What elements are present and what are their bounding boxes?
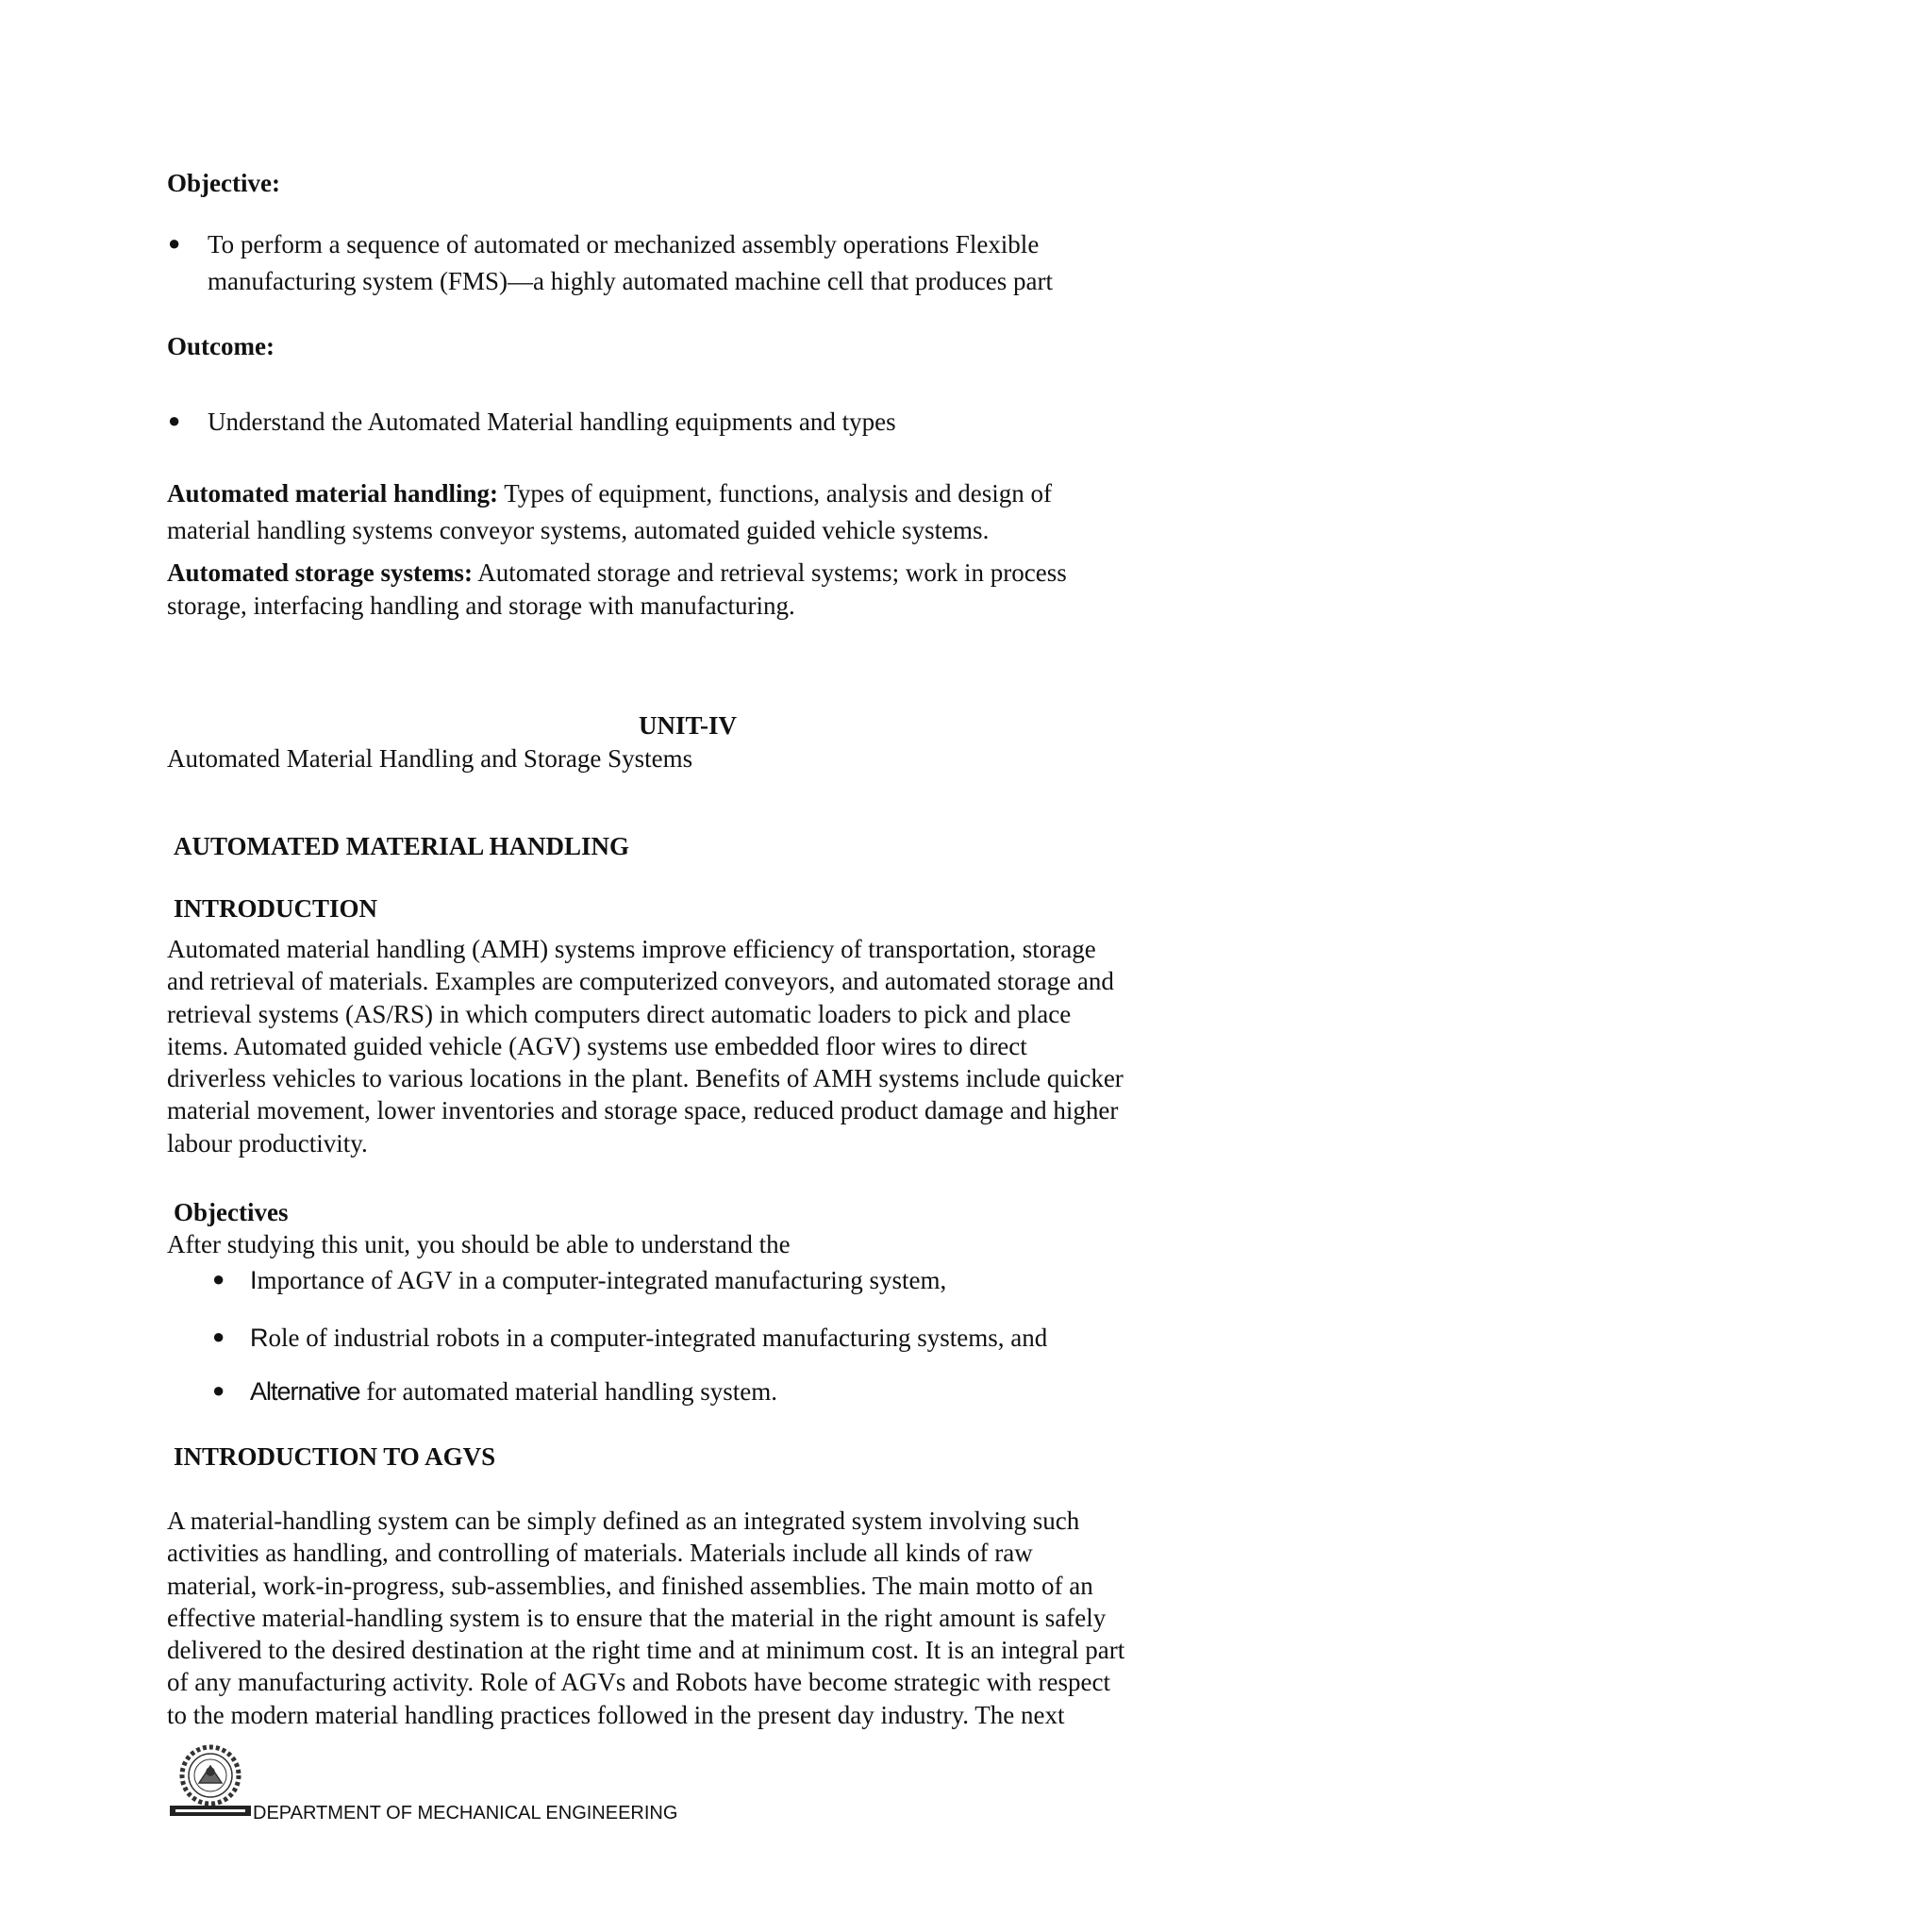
objectives-item-text: for automated material handling system.: [359, 1377, 777, 1406]
objectives-item-initial: I: [250, 1266, 258, 1294]
outcome-line: Understand the Automated Material handling equipments and types: [208, 408, 896, 436]
introduction-heading: INTRODUCTION: [174, 894, 378, 923]
objective-heading: Objective:: [167, 169, 280, 197]
amh-syllabus-line-1: [167, 477, 1052, 509]
ass-syllabus-text: Automated storage and retrieval systems; work in process: [472, 558, 1067, 587]
bullet-icon: ●: [212, 1267, 225, 1291]
objectives-intro: After studying this unit, you should be able to understand the: [167, 1230, 791, 1258]
agv-intro-paragraph: [167, 1505, 1214, 1731]
objectives-item-initial: R: [250, 1324, 269, 1352]
objectives-item: [250, 1322, 1047, 1354]
bullet-icon: ●: [212, 1324, 225, 1348]
paragraph-line: and retrieval of materials. Examples are computerized conveyors, and automated storage and: [167, 967, 1114, 996]
section-heading: AUTOMATED MATERIAL HANDLING: [174, 832, 630, 860]
objectives-item-text: mportance of AGV in a computer-integrated manufacturing system,: [257, 1266, 947, 1294]
ass-syllabus-line-2: storage, interfacing handling and storage with manufacturing.: [167, 591, 795, 620]
objectives-item-initial: Alternative: [250, 1377, 360, 1406]
paragraph-line: retrieval systems (AS/RS) in which computers direct automatic loaders to pick and place: [167, 999, 1072, 1028]
paragraph-line: material, work-in-progress, sub-assemblies, and finished assemblies. The main motto of an: [167, 1571, 1093, 1600]
institution-emblem-icon: [168, 1743, 253, 1819]
unit-subtitle: Automated Material Handling and Storage Systems: [167, 744, 693, 773]
objectives-heading: Objectives: [174, 1198, 289, 1226]
bullet-icon: ●: [168, 231, 181, 255]
paragraph-line: labour productivity.: [167, 1128, 368, 1158]
objective-line-2: manufacturing system (FMS)—a highly automated machine cell that produces part: [208, 267, 1054, 295]
paragraph-line: activities as handling, and controlling of materials. Materials include all kinds of raw: [167, 1539, 1033, 1568]
footer-department: DEPARTMENT OF MECHANICAL ENGINEERING: [253, 1803, 678, 1824]
unit-title: UNIT-IV: [639, 711, 738, 740]
bullet-icon: ●: [212, 1378, 225, 1402]
objectives-item: [250, 1375, 777, 1407]
outcome-heading: Outcome:: [167, 332, 275, 360]
objectives-item: [250, 1264, 946, 1296]
ass-syllabus-label: Automated storage systems:: [167, 558, 473, 587]
amh-syllabus-line-2: material handling systems conveyor systems, automated guided vehicle systems.: [167, 516, 990, 544]
paragraph-line: items. Automated guided vehicle (AGV) systems use embedded floor wires to direct: [167, 1031, 1027, 1060]
paragraph-line: delivered to the desired destination at the right time and at minimum cost. It is an integral part: [167, 1636, 1125, 1665]
paragraph-line: A material-handling system can be simply defined as an integrated system involving such: [167, 1507, 1080, 1535]
agv-intro-heading: INTRODUCTION TO AGVS: [174, 1442, 496, 1471]
paragraph-line: driverless vehicles to various locations in the plant. Benefits of AMH systems include quicker: [167, 1064, 1124, 1093]
paragraph-line: Automated material handling (AMH) systems improve efficiency of transportation, storage: [167, 935, 1096, 963]
ass-syllabus-line-1: [167, 557, 1067, 589]
paragraph-line: material movement, lower inventories and storage space, reduced product damage and higher: [167, 1096, 1119, 1125]
amh-syllabus-text: Types of equipment, functions, analysis and design of: [498, 479, 1053, 508]
objectives-item-text: ole of industrial robots in a computer-integrated manufacturing systems, and: [268, 1324, 1048, 1352]
bullet-icon: ●: [168, 408, 181, 432]
paragraph-line: of any manufacturing activity. Role of AGVs and Robots have become strategic with respect: [167, 1668, 1110, 1697]
objective-line-1: To perform a sequence of automated or mechanized assembly operations Flexible: [208, 230, 1040, 258]
paragraph-line: to the modern material handling practices followed in the present day industry. The next: [167, 1700, 1065, 1729]
amh-syllabus-label: Automated material handling:: [167, 479, 498, 508]
introduction-paragraph: [167, 933, 1214, 1159]
paragraph-line: effective material-handling system is to ensure that the material in the right amount is safely: [167, 1603, 1107, 1632]
